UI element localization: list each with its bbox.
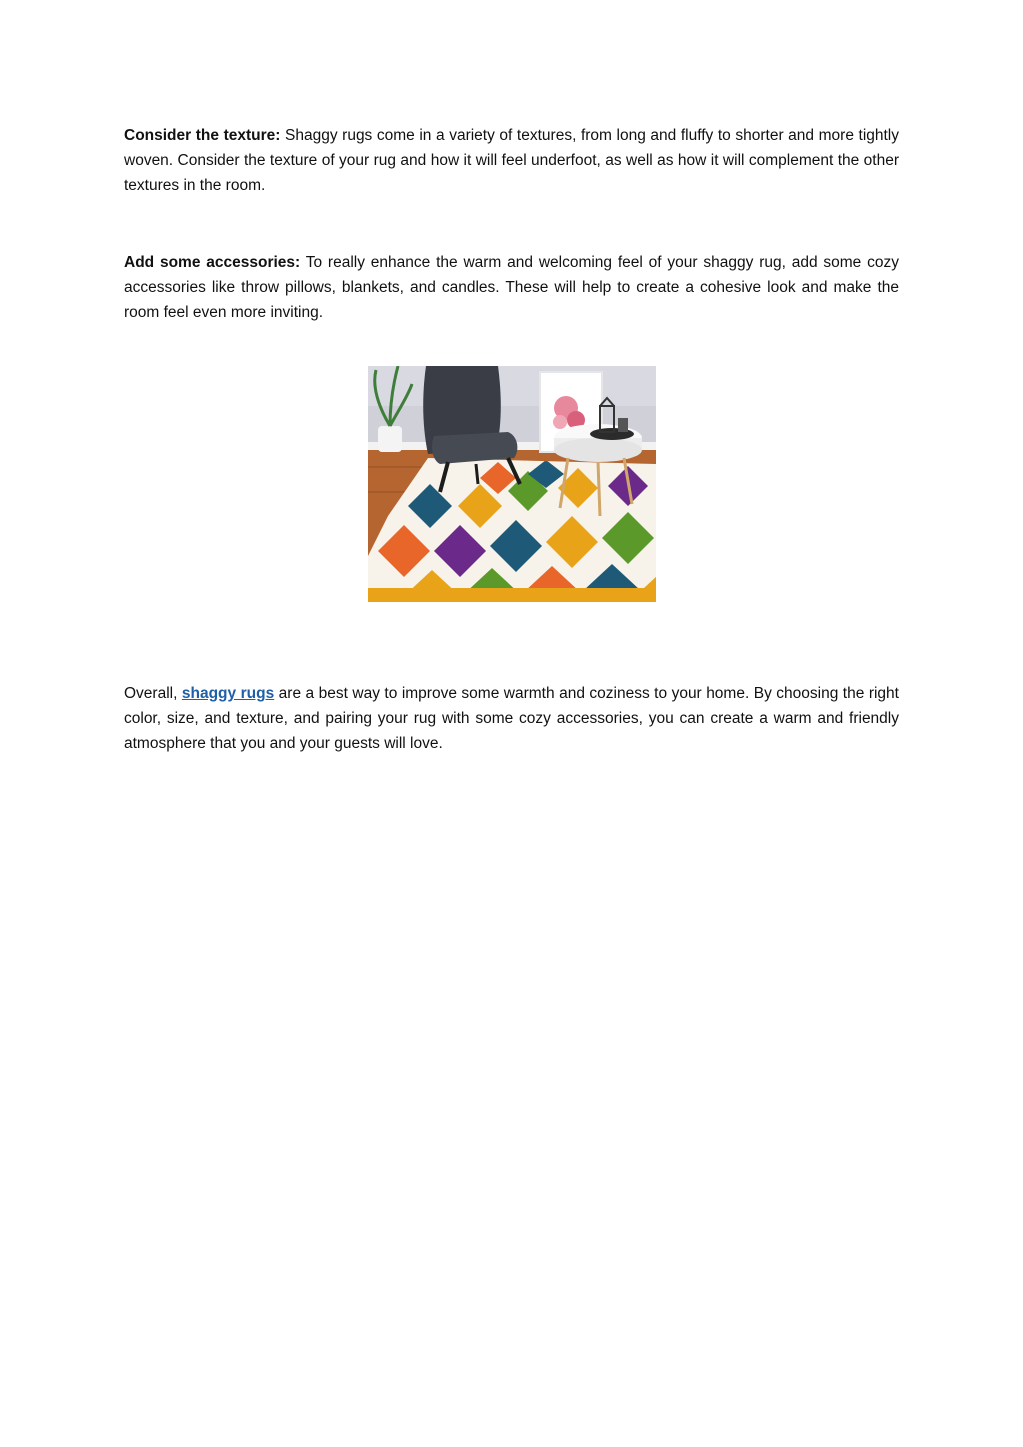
paragraph-overall	[124, 681, 899, 756]
paragraph-heading: Add some accessories:	[124, 254, 301, 271]
paragraph-heading: Consider the texture:	[124, 127, 281, 144]
paragraph-body: are a best way to improve some warmth and coziness to your home. By choosing the right color, size, and texture, and pairing your rug with some cozy accessories, you can create a warm and friendly atmosphere that you and your guests will love.	[124, 685, 899, 752]
paragraph-body: To really enhance the warm and welcoming feel of your shaggy rug, add some cozy accessories like throw pillows, blankets, and candles. These will help to create a cohesive look and make the room feel even more inviting.	[124, 254, 899, 321]
paragraph-texture	[124, 123, 899, 198]
rug-photo	[368, 366, 656, 602]
paragraph-body: Shaggy rugs come in a variety of textures, from long and fluffy to shorter and more tightly woven. Consider the texture of your rug and how it will feel underfoot, as well as how it will complement the other textures in the room.	[124, 127, 899, 194]
paragraph-accessories	[124, 250, 899, 325]
paragraph-prefix: Overall,	[124, 685, 182, 702]
shaggy-rugs-link[interactable]: shaggy rugs	[181, 685, 275, 702]
